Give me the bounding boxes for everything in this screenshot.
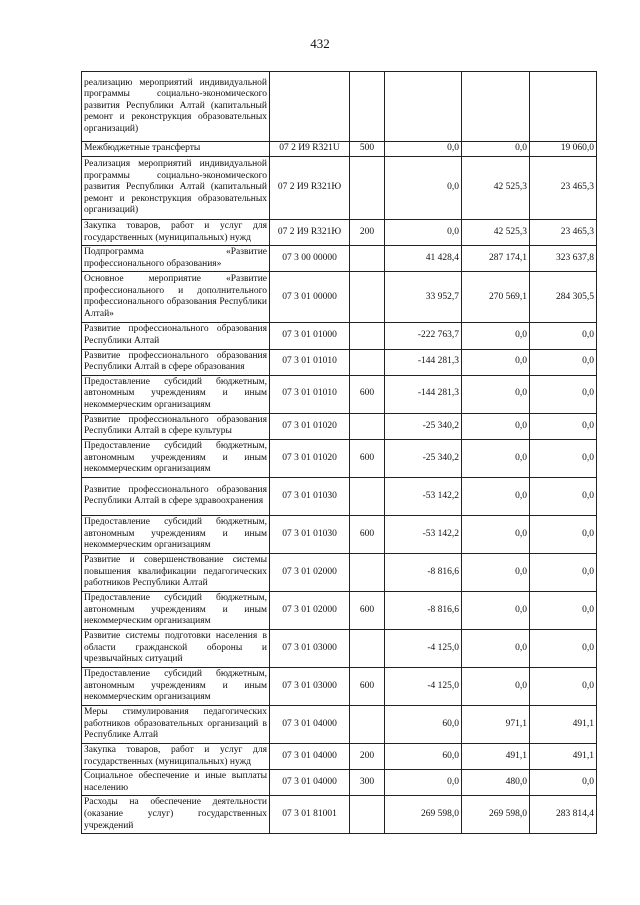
row-amount-2: 0,0 [462,323,530,349]
row-code: 07 3 01 01030 [270,515,350,553]
row-amount-1: 0,0 [385,157,462,220]
table-row [82,375,597,413]
row-amount-3: 0,0 [530,667,597,705]
row-amount-1: -8 816,6 [385,553,462,591]
row-expense-type: 600 [350,439,385,477]
table-row [82,323,597,349]
row-code: 07 2 И9 R321Ю [270,157,350,220]
row-amount-1: 0,0 [385,770,462,796]
table-row [82,591,597,629]
row-expense-type: 600 [350,515,385,553]
row-name: Меры стимулирования педагогических работников образовательных организаций в Республике Алтай [82,705,270,743]
row-amount-1 [385,72,462,142]
row-amount-2: 42 525,3 [462,220,530,246]
row-expense-type: 500 [350,142,385,157]
row-amount-2: 480,0 [462,770,530,796]
row-expense-type [350,629,385,667]
table-row [82,157,597,220]
row-code: 07 3 01 02000 [270,553,350,591]
row-amount-3: 0,0 [530,323,597,349]
row-amount-1: 33 952,7 [385,272,462,323]
row-name: Развитие и совершенствование системы повышения квалификации педагогических работников Республики Алтай [82,553,270,591]
row-amount-3: 0,0 [530,477,597,515]
row-amount-1: 0,0 [385,220,462,246]
row-amount-3: 0,0 [530,770,597,796]
row-code: 07 3 01 00000 [270,272,350,323]
row-expense-type [350,72,385,142]
row-amount-3: 283 814,4 [530,796,597,834]
row-amount-2: 0,0 [462,375,530,413]
row-amount-3: 0,0 [530,349,597,375]
row-amount-1: 60,0 [385,705,462,743]
row-name: Социальное обеспечение и иные выплаты населению [82,770,270,796]
row-code: 07 3 01 02000 [270,591,350,629]
row-name: Закупка товаров, работ и услуг для государственных (муниципальных) нужд [82,743,270,769]
row-name: Предоставление субсидий бюджетным, автономным учреждениям и иным некоммерческим организациям [82,515,270,553]
table-row [82,72,597,142]
row-amount-1: -144 281,3 [385,349,462,375]
row-amount-3: 23 465,3 [530,220,597,246]
row-amount-2: 0,0 [462,667,530,705]
row-amount-1: -144 281,3 [385,375,462,413]
row-amount-2: 0,0 [462,591,530,629]
row-amount-3: 0,0 [530,413,597,439]
row-amount-3: 0,0 [530,375,597,413]
row-expense-type [350,705,385,743]
row-code: 07 3 01 03000 [270,667,350,705]
row-amount-2: 0,0 [462,515,530,553]
row-expense-type [350,477,385,515]
row-amount-3: 491,1 [530,743,597,769]
row-name: Предоставление субсидий бюджетным, автономным учреждениям и иным некоммерческим организациям [82,591,270,629]
row-amount-3: 19 060,0 [530,142,597,157]
row-amount-3: 491,1 [530,705,597,743]
row-amount-1: -53 142,2 [385,477,462,515]
row-name: Предоставление субсидий бюджетным, автономным учреждениям и иным некоммерческим организациям [82,667,270,705]
row-amount-2 [462,72,530,142]
row-amount-2: 0,0 [462,439,530,477]
row-amount-1: 41 428,4 [385,246,462,272]
table-row [82,629,597,667]
row-amount-3: 23 465,3 [530,157,597,220]
row-amount-1: -4 125,0 [385,667,462,705]
row-amount-2: 270 569,1 [462,272,530,323]
table-row [82,515,597,553]
table-row [82,220,597,246]
row-amount-3: 0,0 [530,629,597,667]
row-amount-2: 0,0 [462,413,530,439]
row-amount-1: 0,0 [385,142,462,157]
row-expense-type [350,272,385,323]
row-expense-type [350,157,385,220]
row-name: Развитие профессионального образования Республики Алтай в сфере культуры [82,413,270,439]
row-code: 07 3 01 01010 [270,375,350,413]
row-code: 07 3 01 01020 [270,413,350,439]
table-row [82,770,597,796]
row-amount-2: 0,0 [462,477,530,515]
row-amount-1: 269 598,0 [385,796,462,834]
row-amount-1: -25 340,2 [385,439,462,477]
row-amount-2: 0,0 [462,629,530,667]
row-expense-type [350,413,385,439]
row-name: Межбюджетные трансферты [82,142,270,157]
row-amount-2: 0,0 [462,553,530,591]
table-row [82,142,597,157]
table-row [82,796,597,834]
table-row [82,413,597,439]
row-amount-3: 323 637,8 [530,246,597,272]
budget-table-body [82,72,597,834]
row-amount-3: 0,0 [530,439,597,477]
table-row [82,705,597,743]
row-expense-type [350,246,385,272]
row-amount-1: -25 340,2 [385,413,462,439]
row-amount-3: 0,0 [530,515,597,553]
row-code: 07 3 01 04000 [270,743,350,769]
table-row [82,246,597,272]
row-expense-type: 600 [350,375,385,413]
row-expense-type: 200 [350,220,385,246]
row-code: 07 3 01 04000 [270,770,350,796]
row-name: Развитие профессионального образования Республики Алтай [82,323,270,349]
row-expense-type [350,796,385,834]
row-code: 07 3 01 01030 [270,477,350,515]
row-amount-2: 971,1 [462,705,530,743]
row-amount-2: 491,1 [462,743,530,769]
row-code: 07 2 И9 R321U [270,142,350,157]
table-row [82,553,597,591]
row-name: Развитие системы подготовки населения в области гражданской обороны и чрезвычайных ситуаций [82,629,270,667]
row-expense-type [350,323,385,349]
row-amount-2: 269 598,0 [462,796,530,834]
row-name: Предоставление субсидий бюджетным, автономным учреждениям и иным некоммерческим организациям [82,439,270,477]
row-name: Предоставление субсидий бюджетным, автономным учреждениям и иным некоммерческим организациям [82,375,270,413]
table-row [82,743,597,769]
budget-table [81,71,597,834]
row-name: Основное мероприятие «Развитие профессионального и дополнительного профессионального образования Республики Алтай» [82,272,270,323]
row-expense-type: 600 [350,667,385,705]
row-name: Развитие профессионального образования Республики Алтай в сфере образования [82,349,270,375]
row-amount-2: 42 525,3 [462,157,530,220]
row-code: 07 3 00 00000 [270,246,350,272]
row-code: 07 3 01 04000 [270,705,350,743]
row-name: Развитие профессионального образования Республики Алтай в сфере здравоохранения [82,477,270,515]
table-row [82,349,597,375]
row-code: 07 2 И9 R321Ю [270,220,350,246]
row-amount-1: -53 142,2 [385,515,462,553]
row-code: 07 3 01 01000 [270,323,350,349]
row-code: 07 3 01 01010 [270,349,350,375]
row-expense-type: 600 [350,591,385,629]
row-expense-type: 200 [350,743,385,769]
table-row [82,477,597,515]
row-amount-1: 60,0 [385,743,462,769]
row-amount-2: 0,0 [462,142,530,157]
row-amount-1: -4 125,0 [385,629,462,667]
row-code: 07 3 01 03000 [270,629,350,667]
row-amount-1: -8 816,6 [385,591,462,629]
row-code: 07 3 01 81001 [270,796,350,834]
row-amount-3 [530,72,597,142]
row-expense-type: 300 [350,770,385,796]
row-name: Реализация мероприятий индивидуальной программы социально-экономического развития Республики Алтай (капитальный ремонт и реконструкция образовательных организаций) [82,157,270,220]
row-amount-2: 0,0 [462,349,530,375]
row-code: 07 3 01 01020 [270,439,350,477]
row-name: Закупка товаров, работ и услуг для государственных (муниципальных) нужд [82,220,270,246]
table-row [82,667,597,705]
row-name: Расходы на обеспечение деятельности (оказание услуг) государственных учреждений [82,796,270,834]
table-row [82,272,597,323]
row-expense-type [350,553,385,591]
row-name: Подпрограмма «Развитие профессионального образования» [82,246,270,272]
row-amount-2: 287 174,1 [462,246,530,272]
page-number: 432 [310,36,330,51]
row-amount-1: -222 763,7 [385,323,462,349]
row-amount-3: 0,0 [530,553,597,591]
row-name: реализацию мероприятий индивидуальной программы социально-экономического развития Республики Алтай (капитальный ремонт и реконструкция образовательных организаций) [82,72,270,142]
row-amount-3: 284 305,5 [530,272,597,323]
row-expense-type [350,349,385,375]
row-code [270,72,350,142]
row-amount-3: 0,0 [530,591,597,629]
table-row [82,439,597,477]
